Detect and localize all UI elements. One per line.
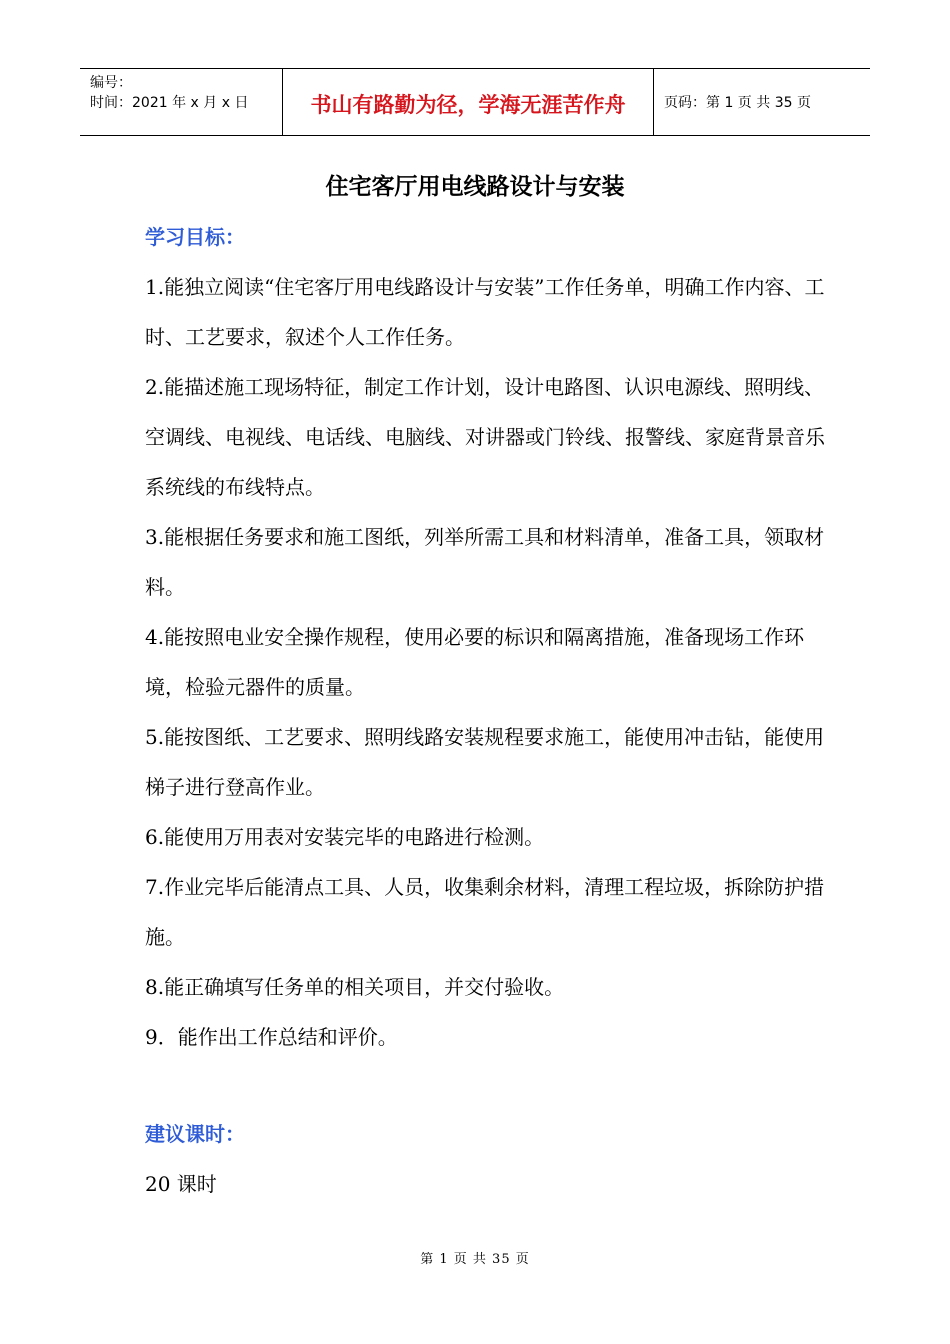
objective-item-7: 7.作业完毕后能清点工具、人员，收集剩余材料，清理工程垃圾，拆除防护措施。 — [145, 875, 825, 949]
objective-item-2: 2.能描述施工现场特征，制定工作计划，设计电路图、认识电源线、照明线、空调线、电视线、电话线、电脑线、对讲器或门铃线、报警线、家庭背景音乐系统线的布线特点。 — [145, 375, 825, 499]
header-table — [80, 68, 870, 136]
objectives-heading: 学习目标： — [145, 225, 245, 249]
hours-value: 20 课时 — [145, 1172, 217, 1196]
header-page-label: 页码：第 1 页 共 35 页 — [664, 95, 811, 111]
objective-item-9: 9．能作出工作总结和评价。 — [145, 1025, 398, 1049]
page-title: 住宅客厅用电线路设计与安装 — [325, 174, 625, 200]
objective-item-1: 1.能独立阅读“住宅客厅用电线路设计与安装”工作任务单，明确工作内容、工时、工艺要求，叙述个人工作任务。 — [145, 275, 825, 349]
hours-heading: 建议课时： — [145, 1122, 245, 1146]
header-meta — [80, 69, 282, 135]
page-footer: 第 1 页 共 35 页 — [420, 1252, 530, 1267]
header-motto: 书山有路勤为径，学海无涯苦作舟 — [282, 69, 654, 135]
objective-item-8: 8.能正确填写任务单的相关项目，并交付验收。 — [145, 975, 565, 999]
objective-item-6: 6.能使用万用表对安装完毕的电路进行检测。 — [145, 825, 545, 849]
time-label: 时间：2021 年 x 月 x 日 — [90, 95, 249, 111]
objective-item-5: 5.能按图纸、工艺要求、照明线路安装规程要求施工，能使用冲击钻，能使用梯子进行登高作业。 — [145, 725, 825, 799]
objective-item-3: 3.能根据任务要求和施工图纸，列举所需工具和材料清单，准备工具，领取材料。 — [145, 525, 825, 599]
code-label: 编号： — [90, 75, 132, 91]
objective-item-4: 4.能按照电业安全操作规程，使用必要的标识和隔离措施，准备现场工作环境，检验元器件的质量。 — [145, 625, 805, 699]
objectives-list — [145, 262, 835, 1062]
